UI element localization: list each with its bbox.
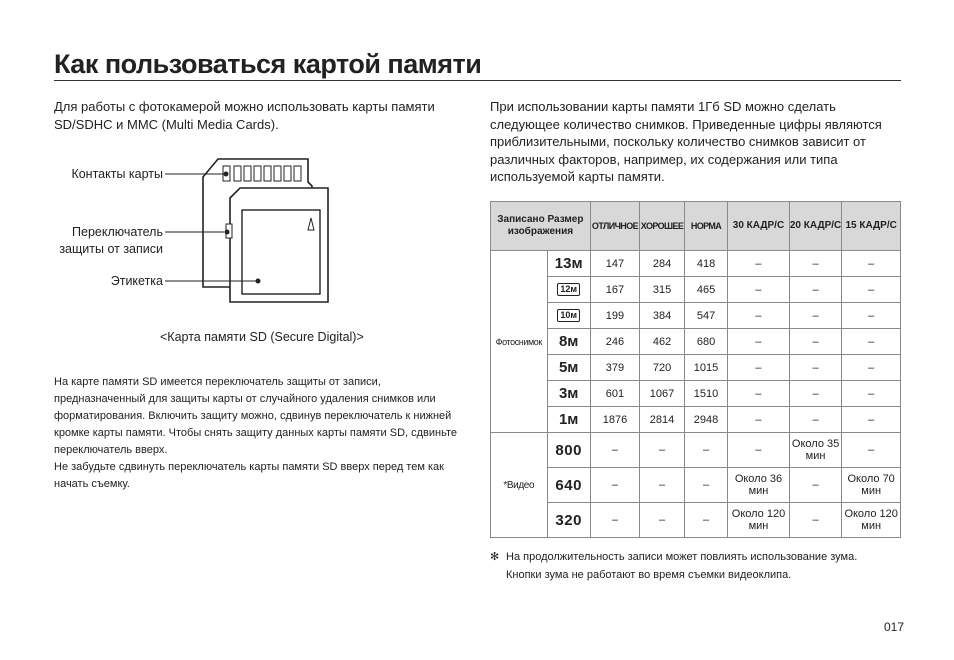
table-cell: –	[640, 433, 685, 468]
table-row	[491, 251, 901, 277]
footnote-line-2: Кнопки зума не работают во время съемки видеоклипа.	[506, 569, 792, 581]
table-cell: –	[842, 303, 901, 329]
table-cell: –	[842, 433, 901, 468]
page-number: 017	[884, 620, 905, 634]
table-cell: –	[842, 355, 901, 381]
table-cell: –	[640, 503, 685, 538]
size-1m-icon: 1м	[547, 407, 590, 433]
table-cell: –	[789, 381, 841, 407]
table-cell: –	[789, 407, 841, 433]
table-cell: Около 36 мин	[728, 468, 790, 503]
header-size: Записано Размер изображения	[491, 202, 591, 251]
table-cell: 147	[590, 251, 639, 277]
table-cell: –	[590, 433, 639, 468]
table-cell: –	[684, 503, 727, 538]
table-cell: 462	[640, 329, 685, 355]
header-fps: 20 КАДР/С	[789, 202, 841, 251]
table-row	[491, 381, 901, 407]
table-cell: 1876	[590, 407, 639, 433]
table-cell: 1067	[640, 381, 685, 407]
header-quality: ОТЛИЧНОЕ	[590, 202, 639, 251]
size-10m-icon: 10м	[547, 303, 590, 329]
table-cell: 315	[640, 277, 685, 303]
table-cell: –	[789, 251, 841, 277]
table-cell: –	[842, 407, 901, 433]
table-cell: 1510	[684, 381, 727, 407]
table-cell: 1015	[684, 355, 727, 381]
header-quality: ХОРОШЕЕ	[640, 202, 685, 251]
table-cell: –	[842, 329, 901, 355]
header-quality: НОРМА	[684, 202, 727, 251]
table-cell: 465	[684, 277, 727, 303]
table-row	[491, 355, 901, 381]
table-cell: –	[728, 407, 790, 433]
table-cell: 379	[590, 355, 639, 381]
label-card-label: Этикетка	[110, 274, 163, 288]
table-cell: Около 120 мин	[728, 503, 790, 538]
table-cell: Около 120 мин	[842, 503, 901, 538]
size-5m-icon: 5м	[547, 355, 590, 381]
size-13m-icon: 13м	[547, 251, 590, 277]
table-cell: –	[728, 303, 790, 329]
header-fps: 30 КАДР/С	[728, 202, 790, 251]
table-cell: –	[789, 303, 841, 329]
table-cell: 199	[590, 303, 639, 329]
table-row	[491, 468, 901, 503]
table-cell: –	[842, 251, 901, 277]
table-cell: 2814	[640, 407, 685, 433]
table-cell: –	[640, 468, 685, 503]
table-cell: –	[728, 381, 790, 407]
table-cell: 2948	[684, 407, 727, 433]
sd-card-diagram	[160, 150, 340, 310]
video-800-icon: 800	[547, 433, 590, 468]
note-paragraph-2: Не забудьте сдвинуть переключатель карты памяти SD вверх перед тем как начать съемку.	[54, 461, 444, 490]
diagram-caption: <Карта памяти SD (Secure Digital)>	[160, 330, 364, 344]
table-cell: –	[728, 329, 790, 355]
table-cell: –	[728, 355, 790, 381]
table-cell: –	[789, 503, 841, 538]
table-cell: 720	[640, 355, 685, 381]
table-cell: 384	[640, 303, 685, 329]
table-cell: –	[789, 277, 841, 303]
label-write-protect-switch: Переключатель защиты от записи	[59, 225, 163, 256]
video-320-icon: 320	[547, 503, 590, 538]
table-cell: 680	[684, 329, 727, 355]
video-640-icon: 640	[547, 468, 590, 503]
header-fps: 15 КАДР/С	[842, 202, 901, 251]
size-3m-icon: 3м	[547, 381, 590, 407]
table-cell: 284	[640, 251, 685, 277]
table-cell: –	[684, 468, 727, 503]
footnote-line-1: На продолжительность записи может повлиять использование зума.	[506, 551, 858, 563]
table-row	[491, 329, 901, 355]
table-cell: –	[590, 468, 639, 503]
table-cell: –	[842, 277, 901, 303]
group-photo: Фотоснимок	[491, 251, 548, 433]
capacity-table	[490, 201, 901, 538]
table-cell: Около 35 мин	[789, 433, 841, 468]
intro-right-text: При использовании карты памяти 1Гб SD можно сделать следующее количество снимков. Приведенные цифры являются приблизительными, поскольку количество снимков зависит от различных факторов, например, их содержания или типа используемой карты памяти.	[490, 99, 882, 184]
table-cell: –	[590, 503, 639, 538]
table-row	[491, 433, 901, 468]
table-cell: –	[728, 433, 790, 468]
table-cell: 246	[590, 329, 639, 355]
page-title: Как пользоваться картой памяти	[54, 49, 482, 79]
table-cell: Около 70 мин	[842, 468, 901, 503]
table-row	[491, 503, 901, 538]
table-cell: –	[789, 329, 841, 355]
footnote	[490, 548, 905, 584]
size-8m-icon: 8м	[547, 329, 590, 355]
size-12m-icon: 12м	[547, 277, 590, 303]
table-row	[491, 277, 901, 303]
table-cell: –	[789, 468, 841, 503]
table-cell: 418	[684, 251, 727, 277]
table-cell: –	[728, 277, 790, 303]
notes	[54, 374, 474, 493]
table-cell: –	[842, 381, 901, 407]
table-cell: –	[789, 355, 841, 381]
label-card-contacts: Контакты карты	[71, 167, 163, 181]
group-video: *Видео	[491, 433, 548, 538]
table-cell: 167	[590, 277, 639, 303]
table-cell: –	[728, 251, 790, 277]
asterisk-icon: ✻	[490, 551, 500, 563]
table-cell: –	[684, 433, 727, 468]
table-cell: 547	[684, 303, 727, 329]
table-row	[491, 303, 901, 329]
table-header-row	[491, 202, 901, 251]
table-row	[491, 407, 901, 433]
intro-left-text: Для работы с фотокамерой можно использовать карты памяти SD/SDHC и MMC (Multi Media Cards).	[54, 99, 435, 132]
table-cell: 601	[590, 381, 639, 407]
title-divider	[54, 80, 901, 81]
note-paragraph-1: На карте памяти SD имеется переключатель защиты от записи, предназначенный для защиты карты от случайного удаления снимков или форматирования. Включить защиту можно, сдвинув переключатель к нижней кромке карты памяти. Чтобы снять защиту данных карты памяти SD, сдвиньте переключатель вверх.	[54, 376, 458, 456]
